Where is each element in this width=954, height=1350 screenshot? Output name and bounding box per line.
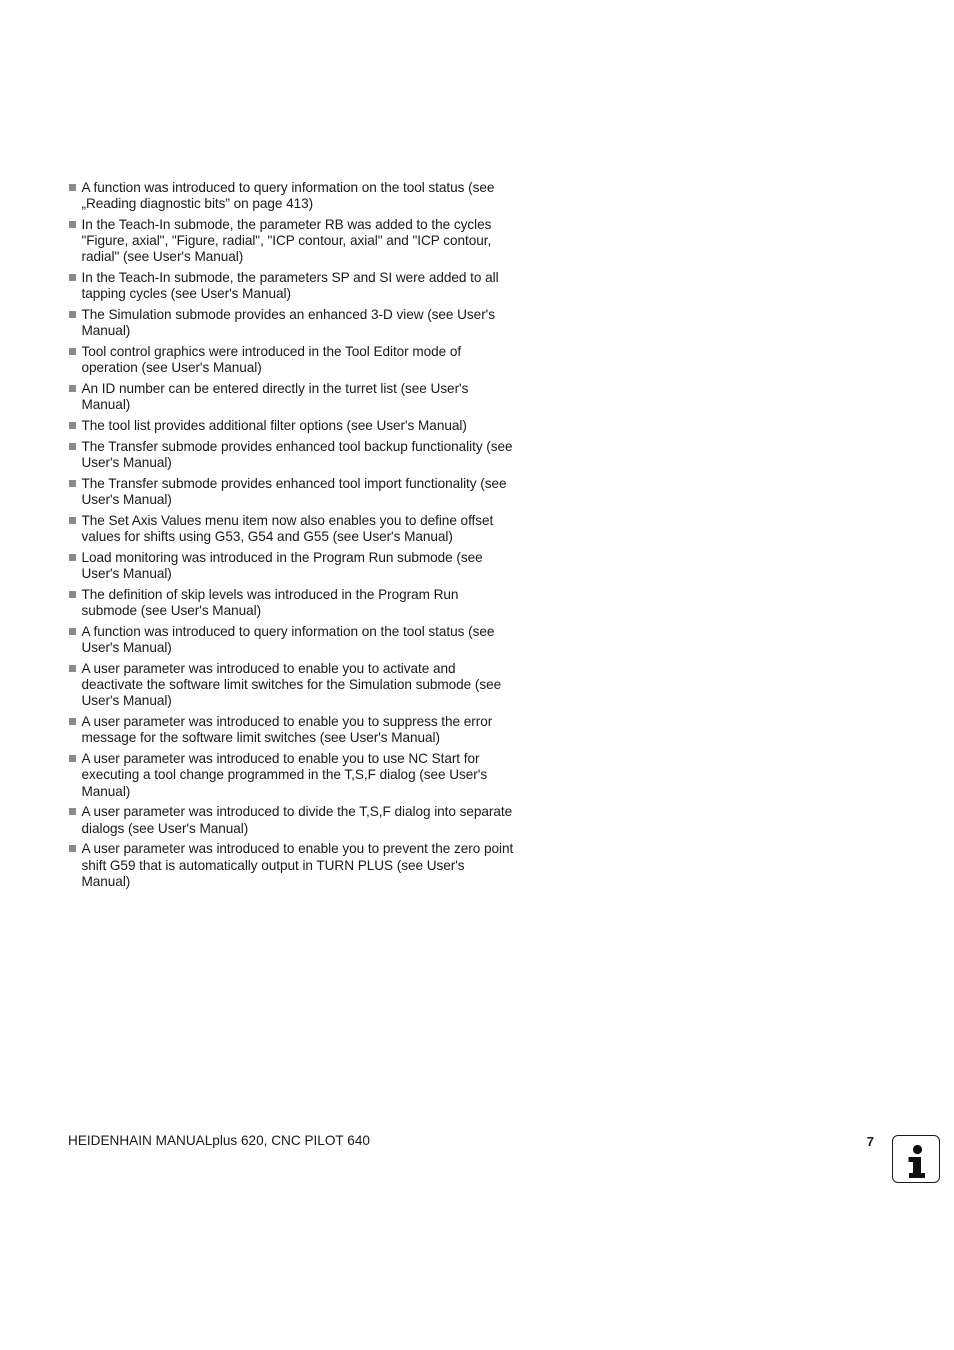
square-bullet-icon <box>69 591 76 598</box>
list-item <box>68 270 516 302</box>
list-item-text: The Simulation submode provides an enhanced 3-D view (see User's Manual) <box>81 307 495 339</box>
list-item <box>68 751 516 800</box>
square-bullet-icon <box>69 422 76 429</box>
list-item-text: The Transfer submode provides enhanced tool backup functionality (see User's Manual) <box>81 439 513 471</box>
square-bullet-icon <box>69 221 76 228</box>
list-item-text: A user parameter was introduced to enable you to suppress the error message for the software limit switches (see User's Manual) <box>81 714 493 746</box>
square-bullet-icon <box>69 808 76 815</box>
list-item-text: A function was introduced to query information on the tool status (see „Reading diagnostic bits” on page 413) <box>81 180 495 212</box>
list-item <box>68 418 516 434</box>
list-item <box>68 381 516 413</box>
list-item <box>68 587 516 619</box>
list-item <box>68 550 516 582</box>
square-bullet-icon <box>69 665 76 672</box>
list-item-text: In the Teach-In submode, the parameters SP and SI were added to all tapping cycles (see User's Manual) <box>81 270 499 302</box>
square-bullet-icon <box>69 554 76 561</box>
list-item-text: The Transfer submode provides enhanced tool import functionality (see User's Manual) <box>81 476 507 508</box>
feature-list <box>68 180 516 890</box>
list-item-text: The tool list provides additional filter options (see User's Manual) <box>81 418 467 434</box>
list-item-text: A function was introduced to query information on the tool status (see User's Manual) <box>81 624 495 656</box>
square-bullet-icon <box>69 718 76 725</box>
square-bullet-icon <box>69 480 76 487</box>
list-item <box>68 180 516 212</box>
square-bullet-icon <box>69 755 76 762</box>
list-item-text: A user parameter was introduced to enable you to use NC Start for executing a tool change programmed in the T,S,F dialog (see User's Manual) <box>81 751 488 799</box>
list-item-text: In the Teach-In submode, the parameter RB was added to the cycles "Figure, axial", "Figure, radial", "ICP contour, axial" and "ICP contour, radial" (see User's Manual) <box>81 217 492 265</box>
list-item <box>68 714 516 746</box>
list-item <box>68 439 516 471</box>
list-item <box>68 841 516 890</box>
list-item-text: A user parameter was introduced to divide the T,S,F dialog into separate dialogs (see User's Manual) <box>81 804 513 836</box>
list-item <box>68 217 516 266</box>
list-item-text: Tool control graphics were introduced in the Tool Editor mode of operation (see User's Manual) <box>81 344 462 376</box>
list-item <box>68 513 516 545</box>
info-glyph <box>893 1136 941 1184</box>
square-bullet-icon <box>69 184 76 191</box>
square-bullet-icon <box>69 274 76 281</box>
square-bullet-icon <box>69 443 76 450</box>
footer-title: HEIDENHAIN MANUALplus 620, CNC PILOT 640 <box>68 1133 370 1148</box>
square-bullet-icon <box>69 845 76 852</box>
list-item <box>68 804 516 836</box>
list-item-text: Load monitoring was introduced in the Program Run submode (see User's Manual) <box>81 550 483 582</box>
list-item-text: A user parameter was introduced to enable you to prevent the zero point shift G59 that is automatically output in TURN PLUS (see User's Manual) <box>81 841 514 889</box>
square-bullet-icon <box>69 628 76 635</box>
list-item <box>68 624 516 656</box>
list-item <box>68 661 516 710</box>
list-item-text: The Set Axis Values menu item now also enables you to define offset values for shifts using G53, G54 and G55 (see User's Manual) <box>81 513 494 545</box>
square-bullet-icon <box>69 517 76 524</box>
list-item <box>68 344 516 376</box>
list-item-text: An ID number can be entered directly in the turret list (see User's Manual) <box>81 381 469 413</box>
square-bullet-icon <box>69 348 76 355</box>
info-icon <box>892 1135 940 1183</box>
list-item-text: The definition of skip levels was introduced in the Program Run submode (see User's Manual) <box>81 587 459 619</box>
list-item <box>68 476 516 508</box>
page-number: 7 <box>866 1134 874 1149</box>
square-bullet-icon <box>69 385 76 392</box>
main-content <box>68 180 516 895</box>
list-item-text: A user parameter was introduced to enable you to activate and deactivate the software limit switches for the Simulation submode (see User's Manual) <box>81 661 502 709</box>
list-item <box>68 307 516 339</box>
square-bullet-icon <box>69 311 76 318</box>
